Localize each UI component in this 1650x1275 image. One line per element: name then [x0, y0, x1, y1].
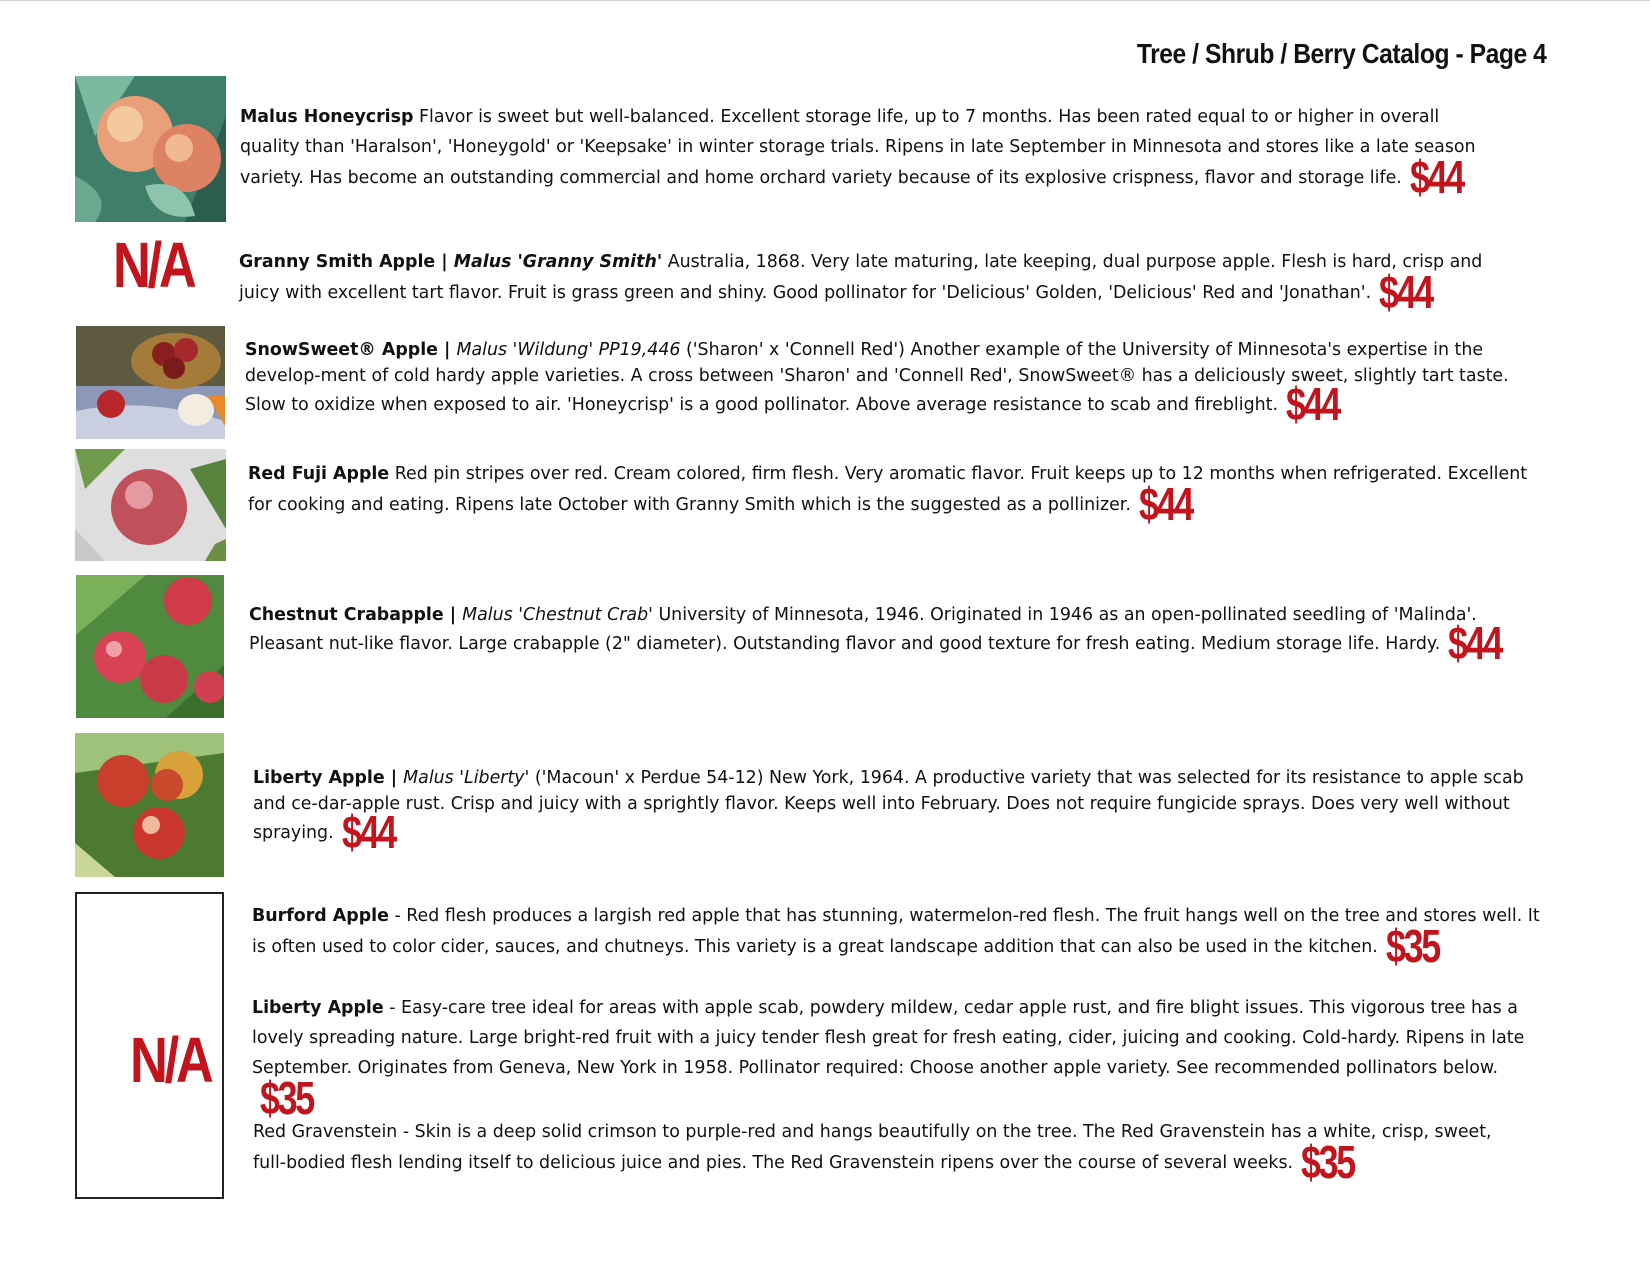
separator: |	[384, 768, 404, 788]
item-name: Granny Smith Apple	[239, 252, 436, 272]
catalog-entry	[239, 247, 1489, 318]
price-label: $35	[1301, 1136, 1354, 1188]
separator: |	[443, 605, 463, 625]
item-name: SnowSweet® Apple	[245, 340, 438, 360]
catalog-entry	[249, 602, 1554, 669]
item-name: Red Gravenstein	[253, 1122, 398, 1142]
item-description: Australia, 1868. Very late maturing, late keeping, dual purpose apple. Flesh is hard, crisp and juicy with excellent tart flavor. Fruit is grass green and shiny. Good pollinator for 'Delicious' Golden, 'Delicious' Red and 'Jonathan'.	[239, 252, 1483, 303]
item-name: Liberty Apple	[253, 768, 385, 788]
scientific-name: Malus 'Liberty'	[403, 768, 530, 788]
granny-smith-na-label: N/A	[113, 229, 194, 301]
scientific-name: Malus 'Chestnut Crab'	[462, 605, 653, 625]
item-description: ('Macoun' x Perdue 54-12) New York, 1964. A productive variety that was selected for its resistance to apple scab and ce-dar-apple rust. Crisp and juicy with a sprightly flavor. Keeps well into February. Does not require fungicide sprays. Does very well without spraying.	[253, 768, 1524, 843]
liberty-photo	[75, 733, 224, 877]
item-description: - Easy-care tree ideal for areas with apple scab, powdery mildew, cedar apple rust, and fire blight issues. This vigorous tree has a lovely spreading nature. Large bright-red fruit with a juicy tender flesh great for fresh eating, cider, juicing and cooking. Cold-hardy. Ripens in late September. Originates from Geneva, New York in 1958. Pollinator required: Choose another apple variety. See recommended pollinators below.	[252, 998, 1525, 1078]
item-description: Red pin stripes over red. Cream colored, firm flesh. Very aromatic flavor. Fruit keeps up to 12 months when refrigerated. Excellent for cooking and eating. Ripens late October with Granny Smith which is the suggested as a pollinizer.	[248, 464, 1528, 515]
item-description: University of Minnesota, 1946. Originated in 1946 as an open-pollinated seedling of 'Malinda'. Pleasant nut-like flavor. Large crabapple (2" diameter). Outstanding flavor and good texture for fresh eating. Medium storage life. Hardy.	[249, 605, 1477, 654]
separator: |	[435, 252, 454, 272]
separator: |	[437, 340, 457, 360]
item-name: Red Fuji Apple	[248, 464, 390, 484]
item-name: Chestnut Crabapple	[249, 605, 444, 625]
price-label: $35	[260, 1072, 313, 1124]
price-label: $44	[1285, 378, 1339, 430]
price-label: $44	[1379, 266, 1432, 318]
snowsweet-photo	[76, 326, 225, 439]
item-description: ('Sharon' x 'Connell Red') Another example of the University of Minnesota's expertise in the develop-ment of cold hardy apple varieties. A cross between 'Sharon' and 'Connell Red', SnowSweet® has a deliciously sweet, slightly tart taste. Slow to oxidize when exposed to air. 'Honeycrisp' is a good pollinator. Above average resistance to scab and fireblight.	[245, 340, 1509, 415]
catalog-entry	[252, 901, 1542, 972]
scientific-name: Malus 'Wildung' PP19,446	[456, 340, 681, 360]
item-description: - Skin is a deep solid crimson to purple-red and hangs beautifully on the tree. The Red Gravenstein has a white, crisp, sweet, full-bodied flesh lending itself to delicious juice and pies. The Red Gravenstein ripens over the course of several weeks.	[253, 1122, 1492, 1173]
catalog-entry	[245, 337, 1530, 430]
price-label: $35	[1385, 920, 1439, 972]
group-na-label: N/A	[130, 1024, 211, 1096]
catalog-entry	[248, 459, 1528, 530]
red-fuji-photo	[75, 449, 226, 561]
item-name: Malus Honeycrisp	[240, 107, 414, 127]
catalog-entry	[240, 102, 1490, 203]
catalog-entry	[253, 765, 1558, 858]
item-name: Liberty Apple	[252, 998, 384, 1018]
page-title: Tree / Shrub / Berry Catalog - Page 4	[1136, 38, 1546, 69]
price-label: $44	[341, 806, 395, 858]
honeycrisp-photo	[75, 76, 226, 222]
price-label: $44	[1409, 151, 1463, 203]
item-description: - Red flesh produces a largish red apple that has stunning, watermelon-red flesh. The fruit hangs well on the tree and stores well. It is often used to color cider, sauces, and chutneys. This variety is a great landscape addition that can also be used in the kitchen.	[252, 906, 1540, 957]
chestnut-crab-photo	[76, 575, 224, 718]
item-name: Burford Apple	[252, 906, 389, 926]
catalog-entry	[252, 993, 1552, 1124]
catalog-entry	[253, 1117, 1518, 1188]
scientific-name: Malus 'Granny Smith'	[453, 252, 663, 272]
item-description: Flavor is sweet but well-balanced. Excellent storage life, up to 7 months. Has been rated equal to or higher in overall quality than 'Haralson', 'Honeygold' or 'Keepsake' in winter storage trials. Ripens in late September in Minnesota and stores like a late season variety. Has become an outstanding commercial and home orchard variety because of its explosive crispness, flavor and storage life.	[240, 107, 1476, 188]
price-label: $44	[1448, 617, 1502, 669]
top-border	[0, 0, 1650, 1]
price-label: $44	[1138, 478, 1192, 530]
